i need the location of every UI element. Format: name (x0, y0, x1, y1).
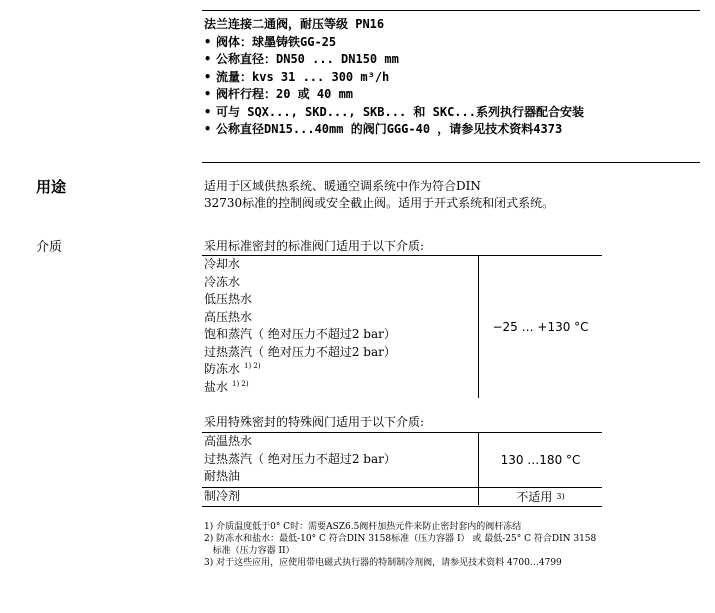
feature-item: • 公称直径DN15...40mm 的阀门GGG-40 ，请参见技术资料4373 (204, 121, 584, 139)
top-divider (202, 10, 700, 11)
temperature-range: −25 … +130 °C (478, 256, 602, 398)
not-applicable-label: 不适用 (516, 490, 553, 504)
media-heading: 介质 (36, 240, 63, 255)
special-media-intro: 采用特殊密封的特殊阀门适用于以下介质: (204, 415, 425, 429)
media-item-label: 低压热水 (204, 292, 253, 306)
media-item-label: 防冻水 (204, 362, 241, 376)
not-applicable-cell: 不适用 3) (478, 488, 602, 505)
media-item (204, 291, 478, 309)
feature-list (204, 34, 584, 139)
feature-summary (204, 16, 584, 139)
temperature-range: 130 …180 °C (478, 433, 602, 487)
feature-item: • 阀体：球墨铸铁GG-25 (204, 34, 584, 52)
footnote: 2) 防冻水和盐水：最低-10° C 符合DIN 3158标准（压力容器 I） 或 最低-25° C 符合DIN 3158 (204, 534, 597, 544)
media-item-label: 盐水 (204, 379, 229, 394)
footnote: 1) 介质温度低于0° C时：需要ASZ6.5阀杆加热元件来防止密封套内的阀杆冻结 (204, 522, 522, 532)
media-item (204, 326, 478, 344)
media-item-label: 冷冻水 (204, 274, 241, 289)
media-item-label: 冷却水 (204, 257, 241, 271)
media-item (204, 256, 478, 274)
use-line: 适用于区域供热系统、暖通空调系统中作为符合DIN (204, 179, 481, 193)
media-item (204, 361, 478, 379)
media-item (204, 379, 478, 397)
media-item (204, 274, 478, 292)
media-item-label: 高压热水 (204, 309, 253, 324)
product-title: 法兰连接二通阀，耐压等级 PN16 (204, 17, 385, 31)
media-item-label: 饱和蒸汽（ 绝对压力不超过2 bar） (204, 327, 396, 341)
table-row (202, 256, 602, 398)
section-divider (202, 162, 700, 163)
feature-item: • 可与 SQX..., SKD..., SKB... 和 SKC...系列执行器配合安装 (204, 104, 584, 122)
standard-media-intro: 采用标准密封的标准阀门适用于以下介质: (204, 239, 425, 253)
media-item: 制冷剂 (204, 489, 241, 503)
standard-media-table (202, 255, 602, 398)
use-heading: 用途 (36, 178, 67, 196)
media-item: 高温热水 (204, 434, 253, 448)
media-item-label: 过热蒸汽（ 绝对压力不超过2 bar） (204, 344, 396, 359)
feature-item: • 公称直径：DN50 ... DN150 mm (204, 51, 584, 69)
footnote-marker: 1) 2) (232, 379, 249, 388)
media-list (202, 433, 478, 487)
media-list (202, 488, 478, 506)
feature-item: • 阀杆行程：20 或 40 mm (204, 86, 584, 104)
table-row (202, 487, 602, 506)
footnote: 标准（压力容器 II） (204, 546, 295, 556)
media-item: 耐热油 (204, 469, 241, 483)
media-item: 过热蒸汽（ 绝对压力不超过2 bar） (204, 451, 396, 466)
special-media-table (202, 432, 602, 507)
use-description (204, 178, 554, 212)
footnotes (204, 521, 596, 569)
media-item (204, 344, 478, 362)
footnote-marker: 1) 2) (244, 362, 261, 370)
use-line: 32730标准的控制阀或安全截止阀。适用于开式系统和闭式系统。 (204, 196, 555, 210)
media-item (204, 309, 478, 327)
feature-item: • 流量：kvs 31 ... 300 m³/h (204, 69, 584, 87)
media-list (202, 256, 478, 398)
table-row (202, 433, 602, 487)
footnote: 3) 对于这些应用，应使用带电磁式执行器的特制制冷剂阀，请参见技术资料 4700…4799 (204, 558, 562, 568)
